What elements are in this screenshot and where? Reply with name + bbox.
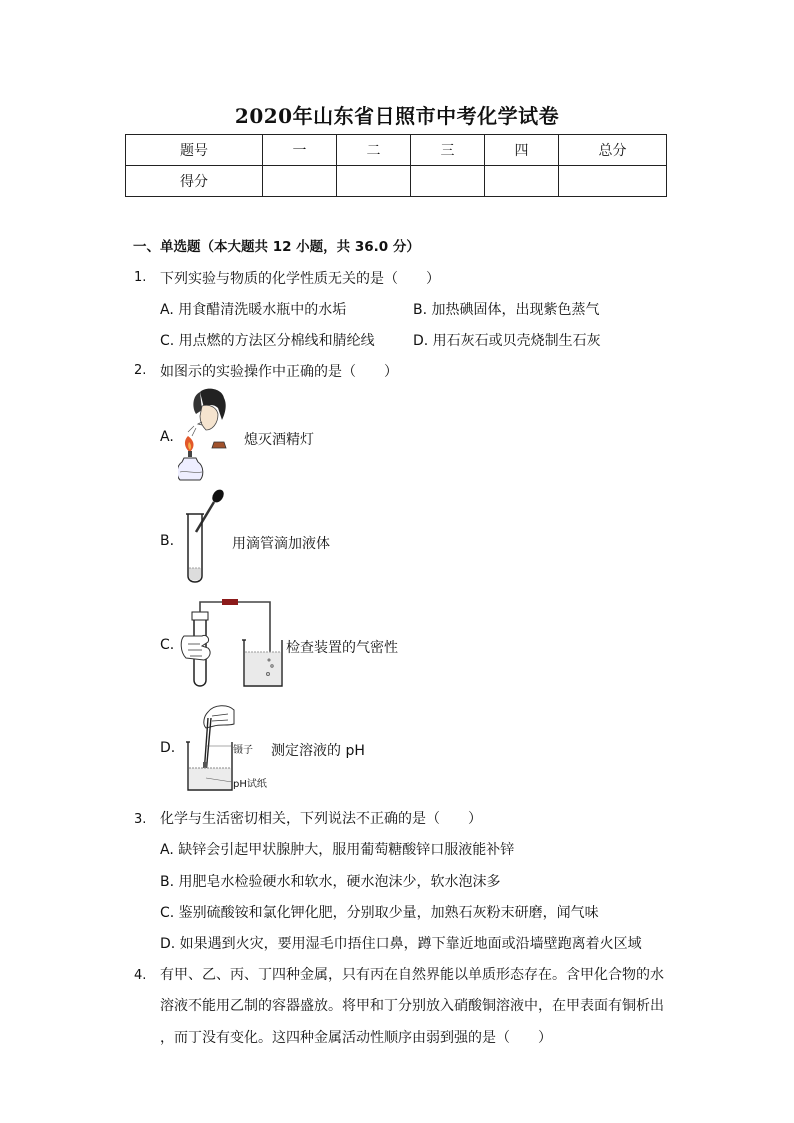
section-heading: 一、单选题（本大题共 12 小题，共 36.0 分） — [133, 239, 420, 255]
option-c-letter: C. — [160, 637, 175, 653]
option-a-caption: 熄灭酒精灯 — [244, 432, 314, 448]
airtightness-check-figure — [178, 596, 286, 692]
score-table — [125, 134, 667, 197]
question-text: 化学与生活密切相关，下列说法不正确的是（ ） — [160, 811, 482, 827]
option-c: C. 鉴别硫酸铵和氯化钾化肥，分别取少量，加熟石灰粉末研磨，闻气味 — [160, 905, 599, 921]
question-text-line-2: 溶液不能用乙制的容器盛放。将甲和丁分别放入硝酸铜溶液中，在甲表面有铜析出 — [160, 998, 664, 1014]
table-cell: 一 — [263, 135, 337, 166]
option-b: B. 加热碘固体，出现紫色蒸气 — [413, 302, 600, 318]
option-b-caption: 用滴管滴加液体 — [232, 536, 330, 552]
option-c-caption: 检查装置的气密性 — [286, 640, 398, 656]
question-text-line-1: 有甲、乙、丙、丁四种金属，只有丙在自然界能以单质形态存在。含甲化合物的水 — [160, 967, 664, 983]
score-input-cell[interactable] — [263, 166, 337, 197]
option-d-caption: 测定溶液的 pH — [271, 743, 365, 759]
question-text-line-3: ，而丁没有变化。这四种金属活动性顺序由弱到强的是（ ） — [160, 1030, 552, 1046]
question-number: 2. — [134, 363, 147, 378]
table-row — [126, 135, 667, 166]
option-a: A. 用食醋清洗暖水瓶中的水垢 — [160, 302, 347, 318]
option-a-letter: A. — [160, 429, 174, 445]
question-number: 3. — [134, 812, 147, 827]
question-text: 如图示的实验操作中正确的是（ ） — [160, 364, 398, 380]
option-d-letter: D. — [160, 740, 176, 756]
table-cell: 四 — [485, 135, 559, 166]
table-cell: 总分 — [559, 135, 667, 166]
table-row — [126, 166, 667, 197]
option-b: B. 用肥皂水检验硬水和软水，硬水泡沫少，软水泡沫多 — [160, 874, 501, 890]
question-number: 4. — [134, 968, 147, 983]
option-d: D. 用石灰石或贝壳烧制生石灰 — [413, 333, 601, 349]
question-number: 1. — [134, 270, 147, 285]
table-cell: 题号 — [126, 135, 263, 166]
table-cell: 三 — [411, 135, 485, 166]
option-a: A. 缺锌会引起甲状腺肿大，服用葡萄糖酸锌口服液能补锌 — [160, 842, 515, 858]
score-input-cell[interactable] — [337, 166, 411, 197]
score-input-cell[interactable] — [485, 166, 559, 197]
option-d: D. 如果遇到火灾，要用湿毛巾捂住口鼻，蹲下靠近地面或沿墙壁跑离着火区域 — [160, 936, 642, 952]
option-b-letter: B. — [160, 533, 175, 549]
page-title: 2020年山东省日照市中考化学试卷 — [234, 104, 560, 128]
table-cell: 二 — [337, 135, 411, 166]
option-c: C. 用点燃的方法区分棉线和腈纶线 — [160, 333, 375, 349]
score-input-cell[interactable] — [559, 166, 667, 197]
dropper-figure — [180, 488, 230, 588]
ph-paper-label: pH试纸 — [233, 779, 267, 790]
alcohol-lamp-figure — [178, 386, 238, 486]
score-input-cell[interactable] — [411, 166, 485, 197]
tweezers-label: 镊子 — [233, 745, 253, 756]
question-text: 下列实验与物质的化学性质无关的是（ ） — [160, 271, 440, 287]
table-cell: 得分 — [126, 166, 263, 197]
